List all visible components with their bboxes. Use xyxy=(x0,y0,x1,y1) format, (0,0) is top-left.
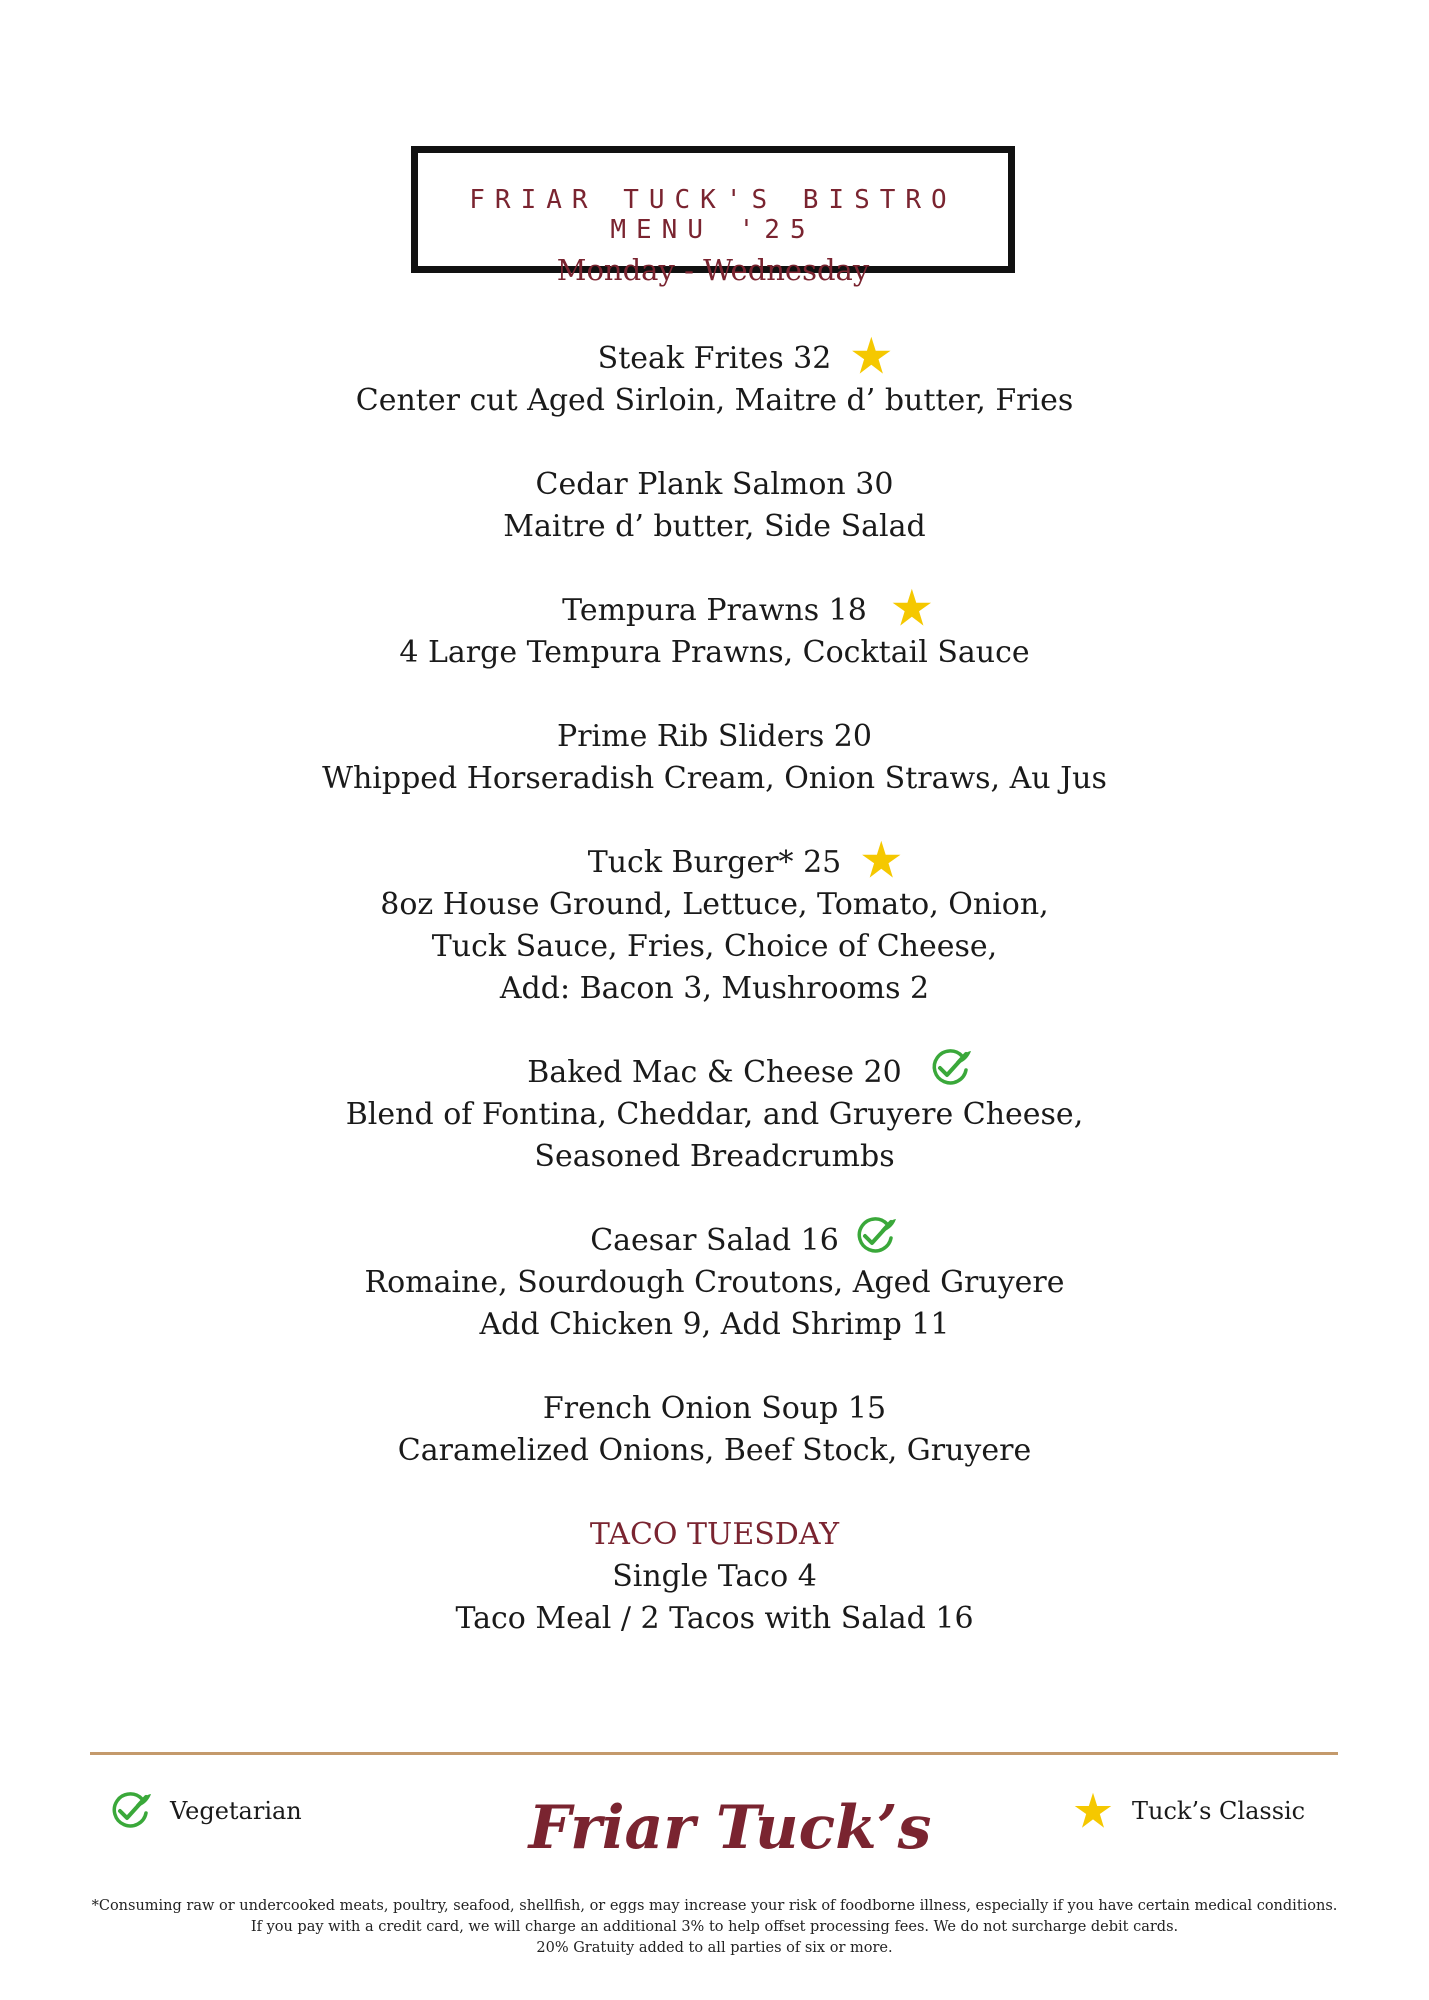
menu-item-name-text: Steak Frites 32 xyxy=(597,341,832,376)
menu-item-description: Blend of Fontina, Cheddar, and Gruyere Cheese, xyxy=(345,1097,1084,1132)
menu-item-description: Add Chicken 9, Add Shrimp 11 xyxy=(479,1307,950,1342)
menu-item-name-text: Tuck Burger* 25 xyxy=(587,845,842,880)
menu-item xyxy=(0,1052,1429,1178)
menu-item-name xyxy=(598,338,832,380)
footer-food-safety-note: *Consuming raw or undercooked meats, poultry, seafood, shellfish, or eggs may increase your risk of foodborne illness, especially if you have certain medical conditions. xyxy=(91,1898,1338,1914)
menu-item-description: Caramelized Onions, Beef Stock, Gruyere xyxy=(397,1433,1032,1468)
menu-item-description: Seasoned Breadcrumbs xyxy=(534,1139,895,1174)
legend-classic-label: Tuck’s Classic xyxy=(1132,1797,1306,1825)
logo-text: Friar Tuck’s xyxy=(528,1793,932,1863)
menu-item xyxy=(0,590,1429,674)
menu-item-name-text: Caesar Salad 16 xyxy=(590,1223,839,1258)
menu-item xyxy=(0,716,1429,800)
legend-vegetarian xyxy=(108,1789,302,1833)
menu-item-description: Whipped Horseradish Cream, Onion Straws, Au Jus xyxy=(322,761,1107,796)
footer-divider xyxy=(90,1752,1338,1755)
taco-tuesday-item: Single Taco 4 xyxy=(612,1559,817,1594)
menu-item-name-text: Tempura Prawns 18 xyxy=(562,593,867,628)
star-icon xyxy=(892,588,932,628)
menu-item-name-text: Baked Mac & Cheese 20 xyxy=(527,1055,902,1090)
menu-item-name-text: Cedar Plank Salmon 30 xyxy=(535,467,894,502)
menu-item-description: 4 Large Tempura Prawns, Cocktail Sauce xyxy=(399,635,1030,670)
menu-item xyxy=(0,1388,1429,1472)
menu-item-name xyxy=(590,1220,839,1262)
menu-item-description: Center cut Aged Sirloin, Maitre d’ butter, Fries xyxy=(355,383,1074,418)
menu-title-box xyxy=(411,146,1015,287)
menu-item-name xyxy=(562,590,867,632)
menu-item-name xyxy=(557,716,872,758)
menu-item-description: Add: Bacon 3, Mushrooms 2 xyxy=(499,971,930,1006)
vegetarian-check-icon xyxy=(928,1048,972,1088)
menu-title: FRIAR TUCK'S BISTRO MENU '25 xyxy=(469,185,957,245)
vegetarian-check-icon xyxy=(108,1791,152,1831)
menu-item-description: Maitre d’ butter, Side Salad xyxy=(503,509,926,544)
legend-tucks-classic xyxy=(1074,1789,1305,1833)
vegetarian-check-icon xyxy=(853,1216,897,1256)
menu-list xyxy=(0,338,1429,1682)
taco-tuesday-heading: TACO TUESDAY xyxy=(589,1517,840,1552)
footer-notes xyxy=(0,1896,1429,1959)
menu-item-name xyxy=(588,842,842,884)
menu-item-description: 8oz House Ground, Lettuce, Tomato, Onion, xyxy=(380,887,1049,922)
menu-item-name-text: French Onion Soup 15 xyxy=(542,1391,887,1426)
menu-item xyxy=(0,464,1429,548)
legend-vegetarian-label: Vegetarian xyxy=(170,1797,302,1825)
taco-tuesday-section xyxy=(0,1514,1429,1640)
menu-item-description: Tuck Sauce, Fries, Choice of Cheese, xyxy=(431,929,998,964)
menu-item-description: Romaine, Sourdough Croutons, Aged Gruyere xyxy=(364,1265,1065,1300)
menu-item xyxy=(0,338,1429,422)
friar-tucks-logo xyxy=(520,1780,940,1870)
menu-item xyxy=(0,1220,1429,1346)
taco-tuesday-item: Taco Meal / 2 Tacos with Salad 16 xyxy=(455,1601,974,1636)
menu-item-name xyxy=(527,1052,901,1094)
menu-days-subtitle: Monday - Wednesday xyxy=(556,253,870,287)
star-icon xyxy=(851,336,891,376)
menu-item-name-text: Prime Rib Sliders 20 xyxy=(557,719,872,754)
menu-item-name xyxy=(536,464,894,506)
menu-item xyxy=(0,842,1429,1010)
star-icon xyxy=(861,840,901,880)
menu-item-name xyxy=(543,1388,886,1430)
star-icon xyxy=(1074,1792,1112,1830)
footer-gratuity-note: 20% Gratuity added to all parties of six or more. xyxy=(536,1940,893,1956)
footer-credit-card-note: If you pay with a credit card, we will charge an additional 3% to help offset processing fees. We do not surcharge debit cards. xyxy=(250,1919,1179,1935)
